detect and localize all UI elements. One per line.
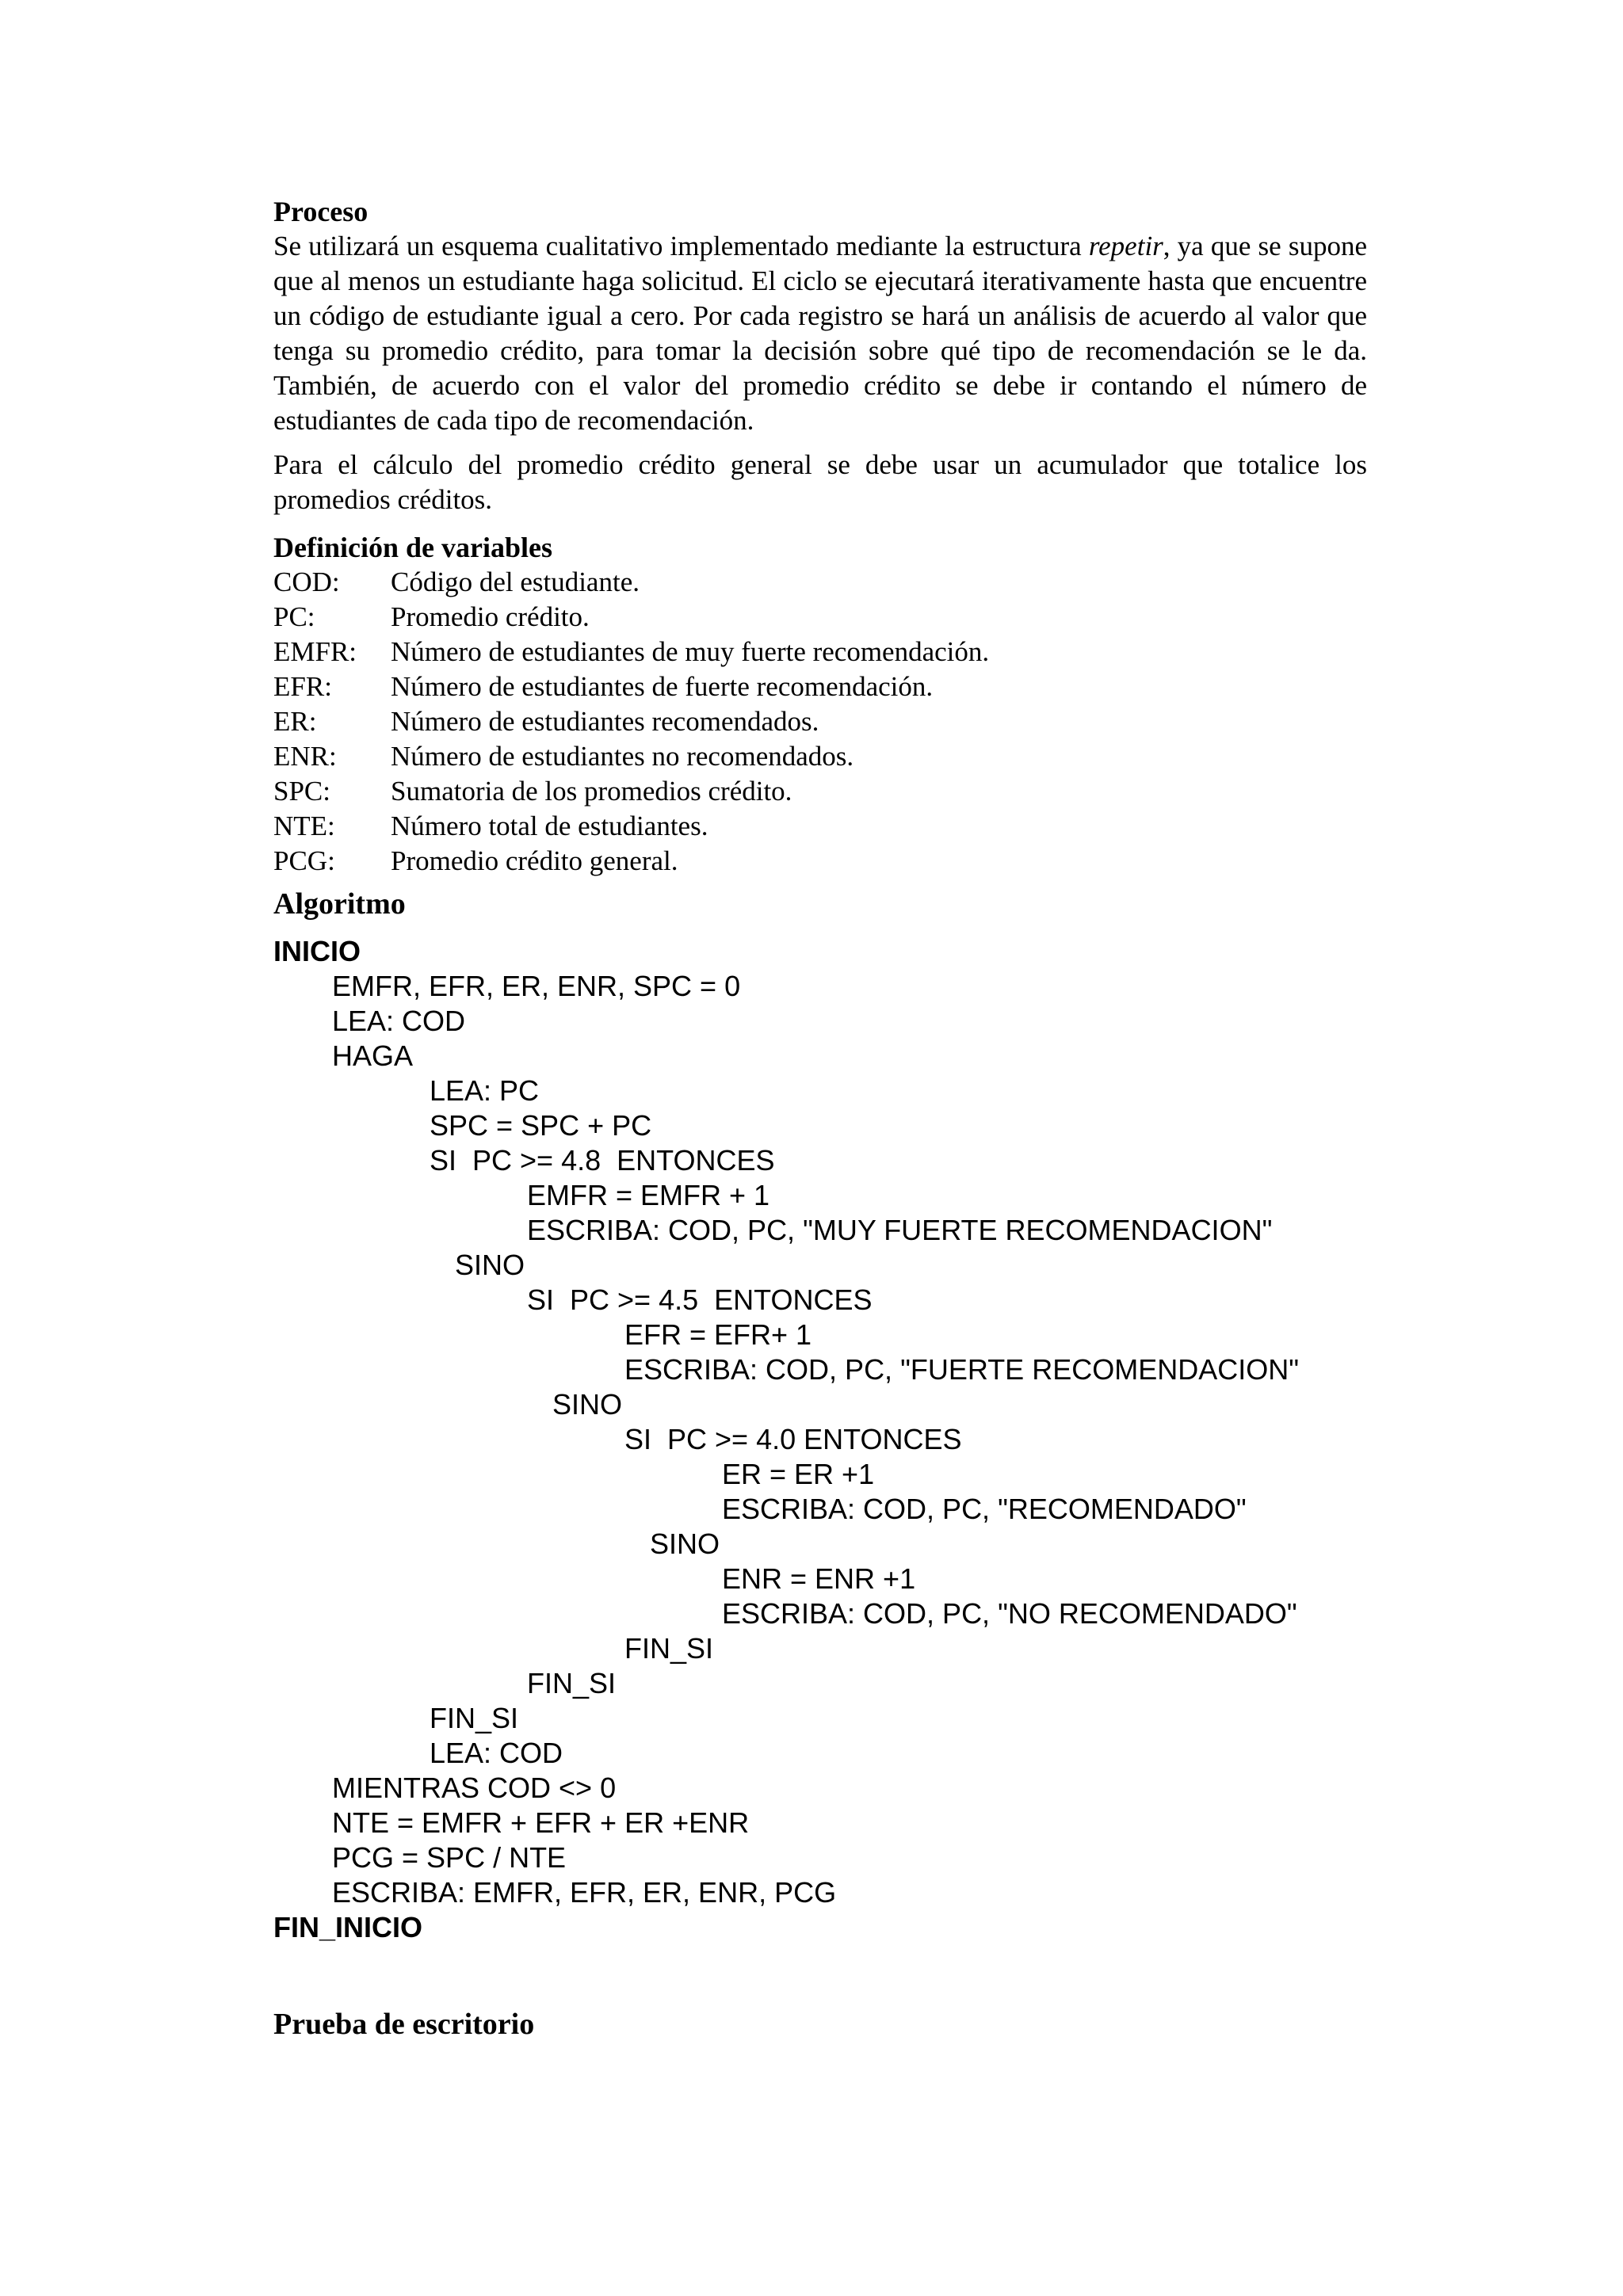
algorithm-code-block	[273, 934, 1367, 1945]
code-line: NTE = EMFR + EFR + ER +ENR	[332, 1806, 750, 1839]
variable-name: PCG:	[273, 845, 335, 876]
code-line: ESCRIBA: COD, PC, "FUERTE RECOMENDACION"	[624, 1353, 1299, 1386]
variables-list	[273, 565, 1367, 879]
variable-row	[273, 635, 1367, 669]
document-page	[273, 194, 1367, 2042]
code-line: SI PC >= 4.8 ENTONCES	[430, 1144, 775, 1177]
code-line: SPC = SPC + PC	[430, 1109, 652, 1142]
code-line: SINO	[552, 1388, 623, 1421]
code-line: MIENTRAS COD <> 0	[332, 1772, 617, 1804]
code-line: SI PC >= 4.5 ENTONCES	[527, 1283, 873, 1316]
code-line: SINO	[455, 1249, 525, 1281]
variable-description: Número total de estudiantes.	[391, 810, 708, 841]
variable-name: PC:	[273, 601, 315, 632]
variable-description: Número de estudiantes de muy fuerte recomendación.	[391, 636, 990, 667]
code-line: HAGA	[332, 1039, 414, 1072]
code-line: ESCRIBA: COD, PC, "NO RECOMENDADO"	[722, 1597, 1297, 1630]
variable-description: Número de estudiantes recomendados.	[391, 706, 819, 737]
variable-name: NTE:	[273, 810, 335, 841]
code-line: FIN_SI	[624, 1632, 714, 1665]
code-line: SI PC >= 4.0 ENTONCES	[624, 1423, 962, 1455]
code-line: ER = ER +1	[722, 1458, 875, 1490]
variable-description: Código del estudiante.	[391, 566, 640, 597]
variable-name: EMFR:	[273, 636, 357, 667]
variable-name: SPC:	[273, 776, 330, 807]
code-line: EMFR = EMFR + 1	[527, 1179, 770, 1211]
variable-name: ER:	[273, 706, 317, 737]
code-line: ESCRIBA: COD, PC, "RECOMENDADO"	[722, 1493, 1247, 1525]
proceso-p1-text-a: Se utilizará un esquema cualitativo implementado mediante la estructura	[273, 231, 1089, 261]
variable-description: Número de estudiantes no recomendados.	[391, 741, 854, 772]
proceso-paragraph-1	[273, 229, 1367, 438]
code-line: EMFR, EFR, ER, ENR, SPC = 0	[332, 970, 741, 1002]
code-line: FIN_SI	[430, 1702, 519, 1734]
variable-name: COD:	[273, 566, 340, 597]
variable-row	[273, 704, 1367, 739]
variable-row	[273, 565, 1367, 600]
variable-description: Promedio crédito.	[391, 601, 590, 632]
variable-description: Número de estudiantes de fuerte recomendación.	[391, 671, 934, 702]
proceso-paragraph-2: Para el cálculo del promedio crédito general se debe usar un acumulador que totalice los promedios créditos.	[273, 449, 1367, 515]
proceso-p1-italic: repetir	[1088, 231, 1163, 261]
code-line: INICIO	[273, 935, 361, 967]
section-heading-proceso: Proceso	[273, 196, 369, 227]
variable-row	[273, 600, 1367, 635]
variable-name: ENR:	[273, 741, 337, 772]
variable-row	[273, 809, 1367, 844]
variable-row	[273, 739, 1367, 774]
code-line: SINO	[650, 1527, 720, 1560]
variable-description: Promedio crédito general.	[391, 845, 678, 876]
code-line: LEA: PC	[430, 1074, 540, 1107]
code-line: ESCRIBA: EMFR, EFR, ER, ENR, PCG	[332, 1876, 837, 1909]
code-line: LEA: COD	[332, 1005, 466, 1037]
variable-row	[273, 669, 1367, 704]
proceso-p1-text-b: , ya que se supone que al menos un estudiante haga solicitud. El ciclo se ejecutará iterativamente hasta que encuentre un código de estudiante igual a cero. Por cada registro se hará un análisis de acuerdo al valor que tenga su promedio crédito, para tomar la decisión sobre qué tipo de recomendación se le da. También, de acuerdo con el valor del promedio crédito se debe ir contando el número de estudiantes de cada tipo de recomendación.	[273, 231, 1367, 436]
code-line: ESCRIBA: COD, PC, "MUY FUERTE RECOMENDACION"	[527, 1214, 1273, 1246]
code-line: LEA: COD	[430, 1737, 563, 1769]
variable-name: EFR:	[273, 671, 332, 702]
section-heading-algoritmo: Algoritmo	[273, 887, 406, 921]
variable-description: Sumatoria de los promedios crédito.	[391, 776, 792, 807]
variable-row	[273, 844, 1367, 879]
variable-row	[273, 774, 1367, 809]
code-line: FIN_INICIO	[273, 1911, 423, 1943]
code-line: FIN_SI	[527, 1667, 617, 1699]
code-line: PCG = SPC / NTE	[332, 1841, 567, 1874]
code-line: ENR = ENR +1	[722, 1562, 916, 1595]
section-heading-definicion: Definición de variables	[273, 532, 552, 563]
code-line: EFR = EFR+ 1	[624, 1318, 812, 1351]
section-heading-prueba: Prueba de escritorio	[273, 2008, 535, 2041]
